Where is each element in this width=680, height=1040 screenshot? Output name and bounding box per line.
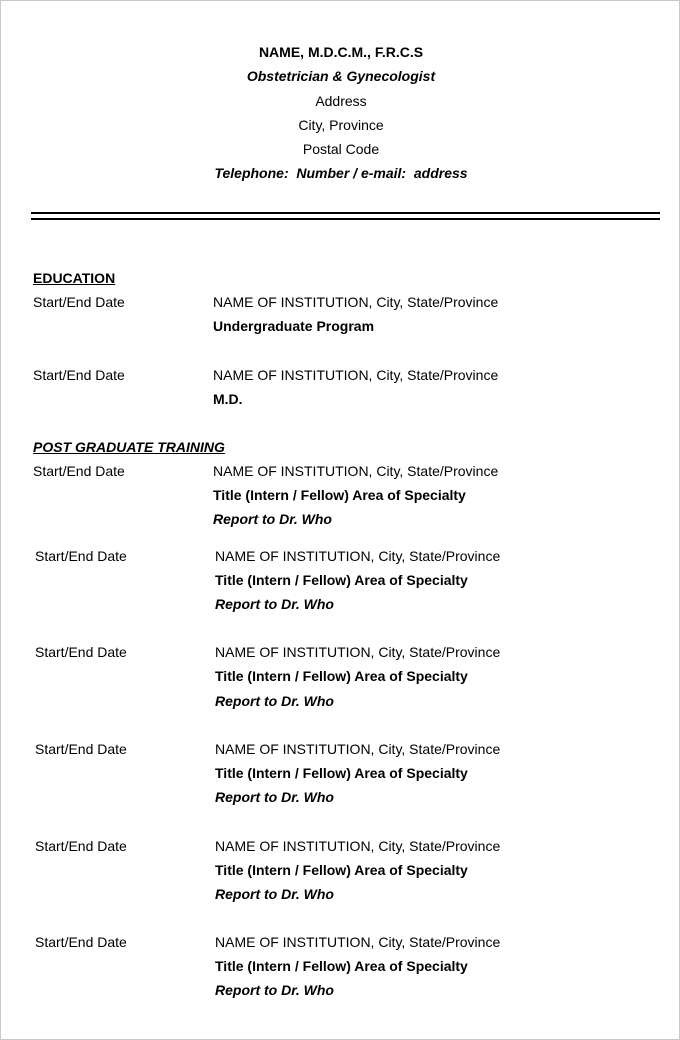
entry-institution: NAME OF INSTITUTION, City, State/Province — [215, 741, 501, 757]
entry-title: Title (Intern / Fellow) Area of Specialty — [215, 572, 468, 588]
entry-date: Start/End Date — [33, 463, 125, 479]
entry-date: Start/End Date — [35, 838, 127, 854]
contact-line: Telephone: Number / e-mail: address — [214, 165, 468, 181]
entry-title: Title (Intern / Fellow) Area of Specialty — [215, 668, 468, 684]
resume-name: NAME, M.D.C.M., F.R.C.S — [258, 44, 424, 60]
entry-institution: NAME OF INSTITUTION, City, State/Province — [213, 367, 499, 383]
entry-date: Start/End Date — [33, 367, 125, 383]
education-heading: EDUCATION — [33, 270, 116, 286]
entry-report: Report to Dr. Who — [215, 982, 334, 998]
entry-date: Start/End Date — [35, 934, 127, 950]
entry-date: Start/End Date — [35, 741, 127, 757]
entry-institution: NAME OF INSTITUTION, City, State/Province — [213, 463, 499, 479]
entry-institution: NAME OF INSTITUTION, City, State/Province — [215, 548, 501, 564]
city-line: City, Province — [298, 117, 384, 133]
entry-institution: NAME OF INSTITUTION, City, State/Province — [215, 934, 501, 950]
entry-date: Start/End Date — [35, 644, 127, 660]
entry-report: Report to Dr. Who — [213, 511, 332, 527]
entry-program: Undergraduate Program — [213, 318, 375, 334]
entry-program: M.D. — [213, 391, 243, 407]
entry-date: Start/End Date — [35, 548, 127, 564]
entry-title: Title (Intern / Fellow) Area of Specialty — [215, 765, 468, 781]
entry-report: Report to Dr. Who — [215, 596, 334, 612]
header-divider-bottom — [31, 218, 660, 220]
entry-report: Report to Dr. Who — [215, 789, 334, 805]
entry-institution: NAME OF INSTITUTION, City, State/Province — [215, 644, 501, 660]
entry-report: Report to Dr. Who — [215, 693, 334, 709]
entry-title: Title (Intern / Fellow) Area of Specialty — [213, 487, 466, 503]
specialty: Obstetrician & Gynecologist — [246, 68, 436, 84]
entry-title: Title (Intern / Fellow) Area of Specialty — [215, 862, 468, 878]
entry-institution: NAME OF INSTITUTION, City, State/Province — [213, 294, 499, 310]
entry-institution: NAME OF INSTITUTION, City, State/Province — [215, 838, 501, 854]
entry-report: Report to Dr. Who — [215, 886, 334, 902]
address-line: Address — [315, 93, 367, 109]
entry-date: Start/End Date — [33, 294, 125, 310]
training-heading: POST GRADUATE TRAINING — [33, 439, 225, 455]
postal-line: Postal Code — [302, 141, 380, 157]
header-divider-top — [31, 212, 660, 214]
entry-title: Title (Intern / Fellow) Area of Specialty — [215, 958, 468, 974]
